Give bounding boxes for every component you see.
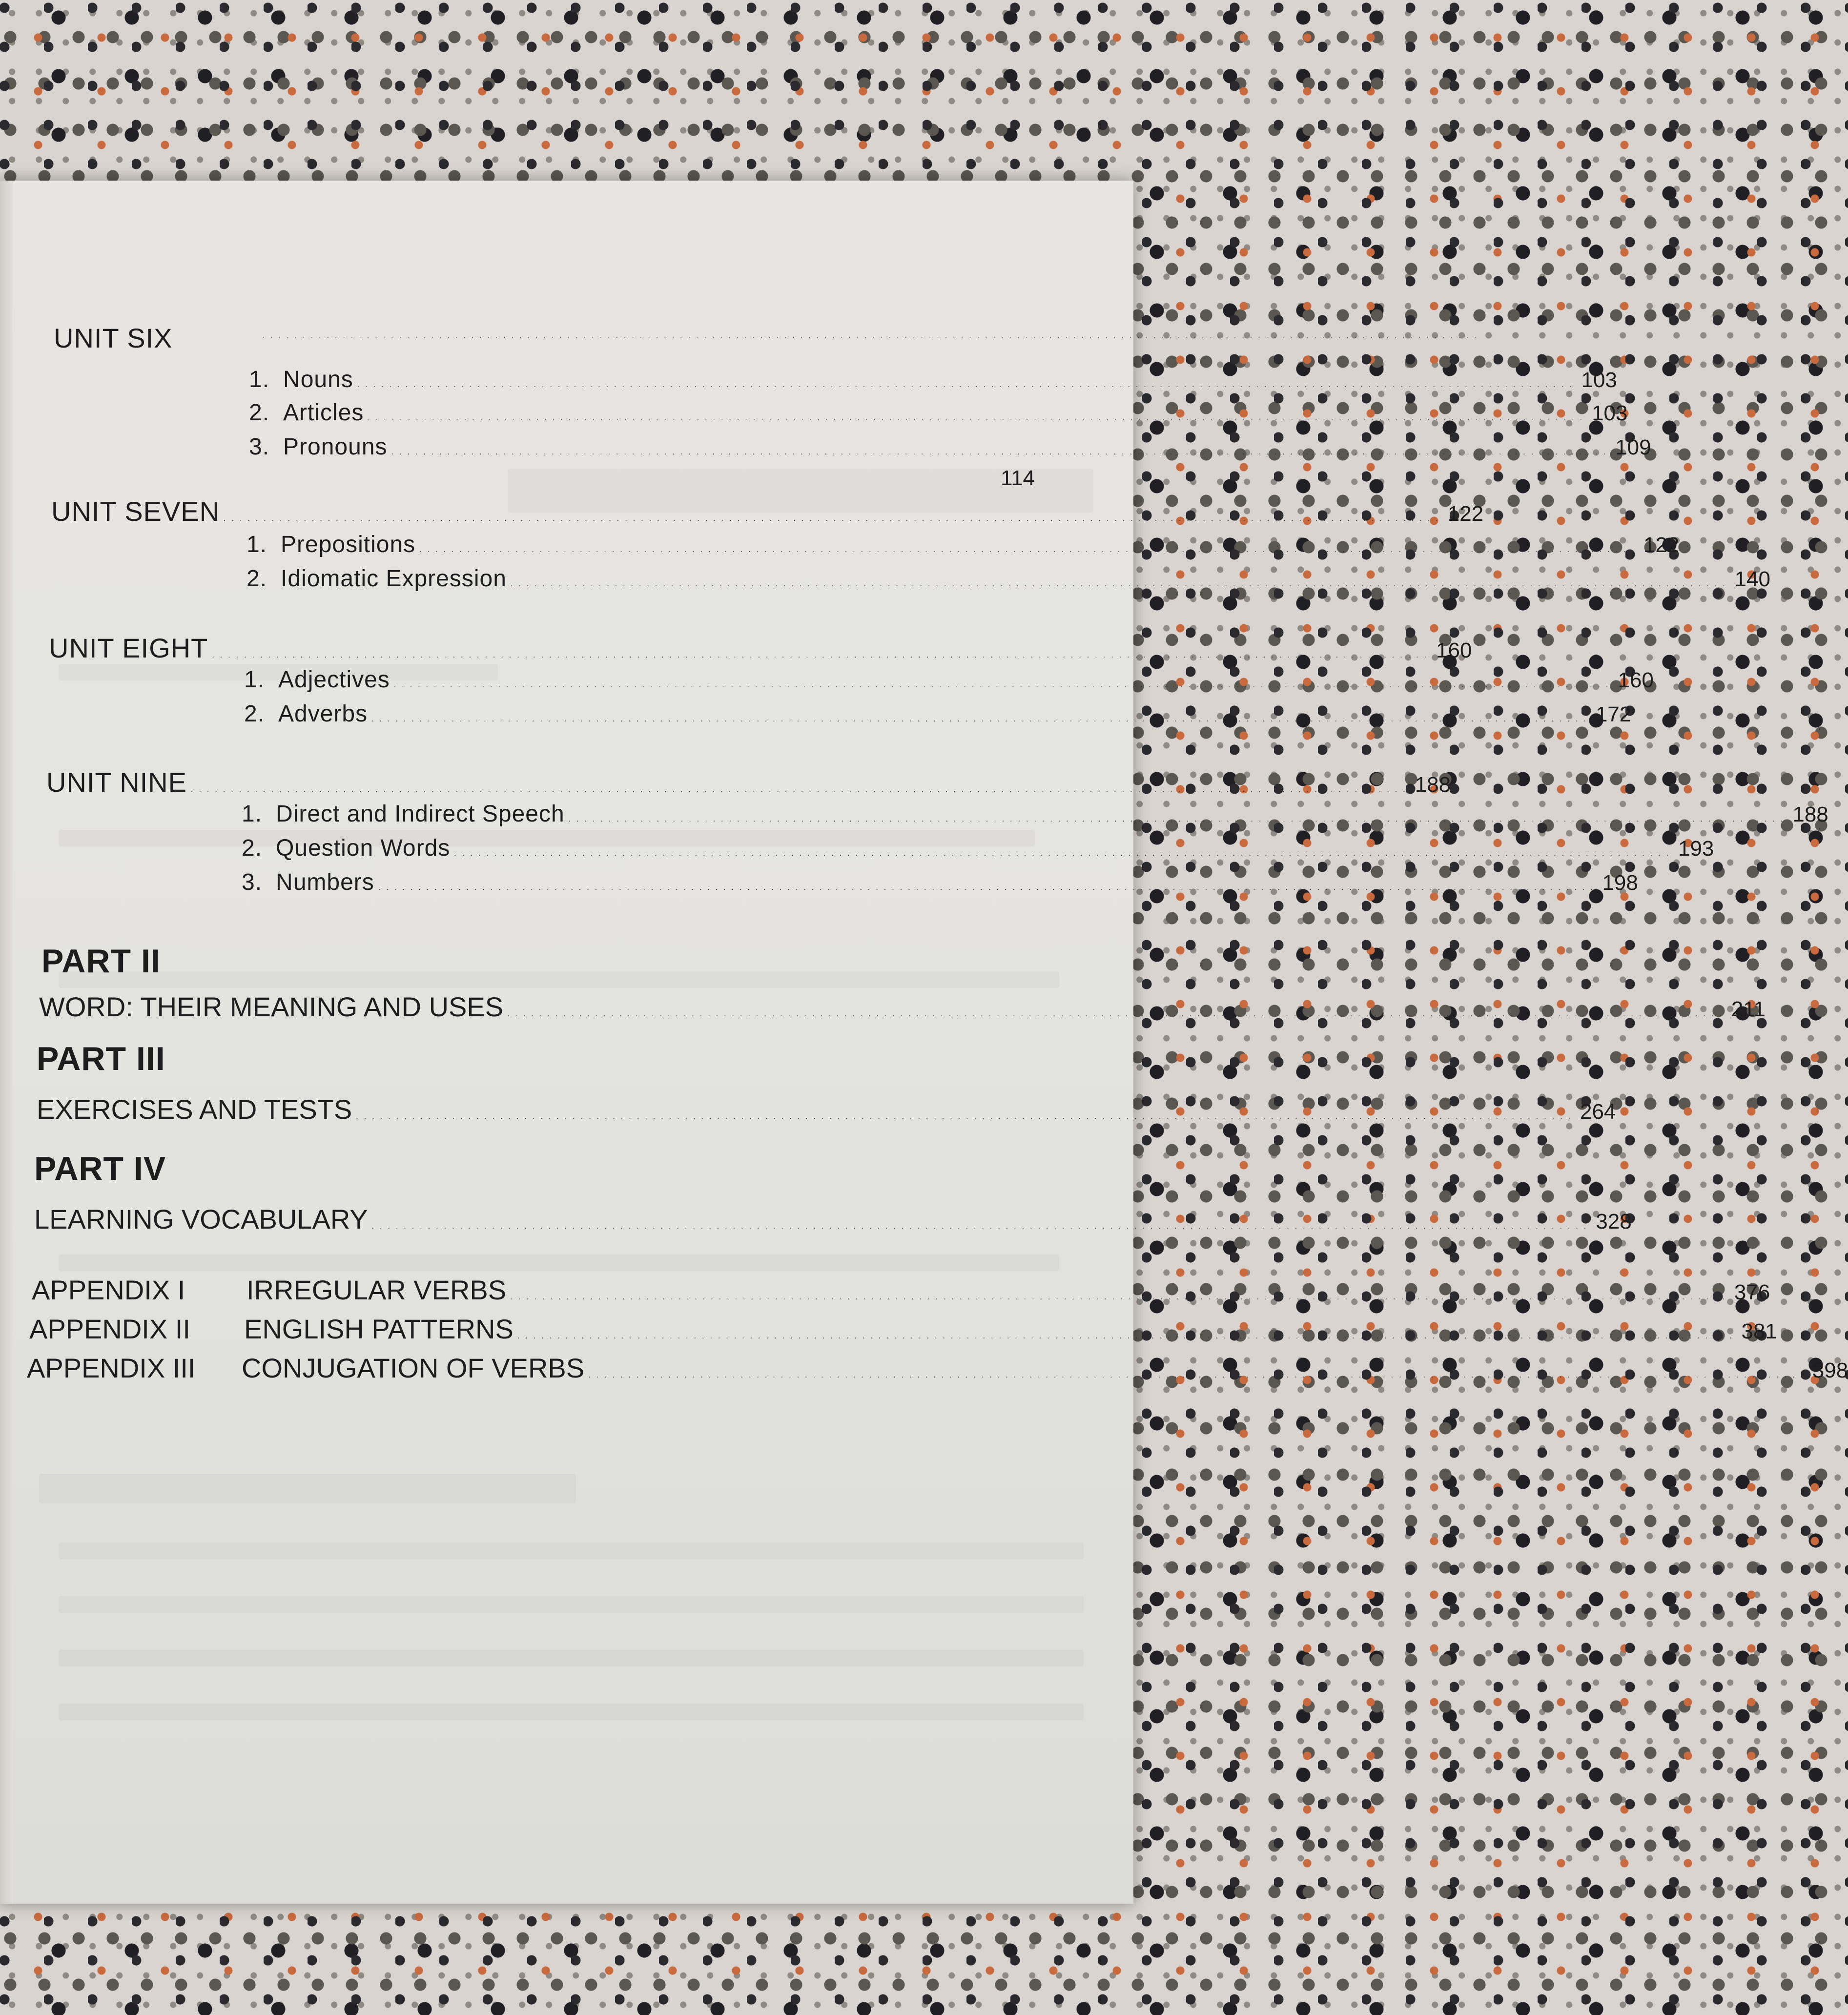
- appendix-entry: APPENDIX II ENGLISH PATTERNS ........................................................................................................................................................ 381: [29, 1314, 1777, 1344]
- toc-item: 1. Adjectives ........................................................................................................................................................ 160: [244, 667, 1654, 693]
- toc-item-page-only: 114: [1001, 466, 1035, 490]
- toc-item: 3. Pronouns ........................................................................................................................................................ 109: [249, 434, 1651, 460]
- part-entry: WORD: THEIR MEANING AND USES ........................................................................................................................................................ 211: [39, 991, 1766, 1022]
- unit-title: UNIT EIGHT: [49, 633, 208, 663]
- toc-item: 2. Adverbs ........................................................................................................................................................ 172: [244, 701, 1632, 727]
- page-spine-edge: [0, 181, 13, 1904]
- unit-eight-row: UNIT EIGHT ........................................................................................................................................................ 160: [49, 633, 1472, 663]
- toc-item: 1. Prepositions ........................................................................................................................................................ 122: [246, 532, 1680, 557]
- part-entry: LEARNING VOCABULARY ........................................................................................................................................................ 328: [34, 1204, 1632, 1234]
- unit-seven-row: UNIT SEVEN ........................................................................................................................................................ 122: [51, 496, 1484, 527]
- unit-title: UNIT SIX: [54, 323, 173, 353]
- dot-leader: ........................................................................................................................................................: [263, 332, 1483, 340]
- toc-item: 2. Idiomatic Expression ........................................................................................................................................................ 140: [246, 566, 1770, 592]
- unit-title: UNIT SEVEN: [51, 496, 220, 527]
- part-entry: EXERCISES AND TESTS ........................................................................................................................................................ 264: [37, 1094, 1616, 1125]
- toc-item: 1. Nouns ........................................................................................................................................................ 103: [249, 367, 1617, 392]
- toc-item: 2. Question Words ........................................................................................................................................................ 193: [242, 835, 1714, 861]
- appendix-entry: APPENDIX I IRREGULAR VERBS ........................................................................................................................................................ 376: [32, 1275, 1770, 1305]
- appendix-entry: APPENDIX III CONJUGATION OF VERBS ........................................................................................................................................................ 398: [27, 1353, 1848, 1383]
- book-page: [0, 181, 1848, 1904]
- part-heading: PART III: [37, 1040, 165, 1077]
- toc-item: 3. Numbers ........................................................................................................................................................ 198: [242, 869, 1638, 895]
- part-heading: PART II: [41, 943, 161, 980]
- unit-title: UNIT NINE: [46, 767, 187, 798]
- part-heading: PART IV: [34, 1150, 166, 1187]
- toc-item: 2. Articles ........................................................................................................................................................ 103: [249, 400, 1628, 426]
- unit-nine-row: UNIT NINE ........................................................................................................................................................ 188: [46, 767, 1451, 798]
- toc-item: 1. Direct and Indirect Speech ........................................................................................................................................................ 188: [242, 801, 1828, 827]
- unit-six-leader: [259, 332, 1483, 341]
